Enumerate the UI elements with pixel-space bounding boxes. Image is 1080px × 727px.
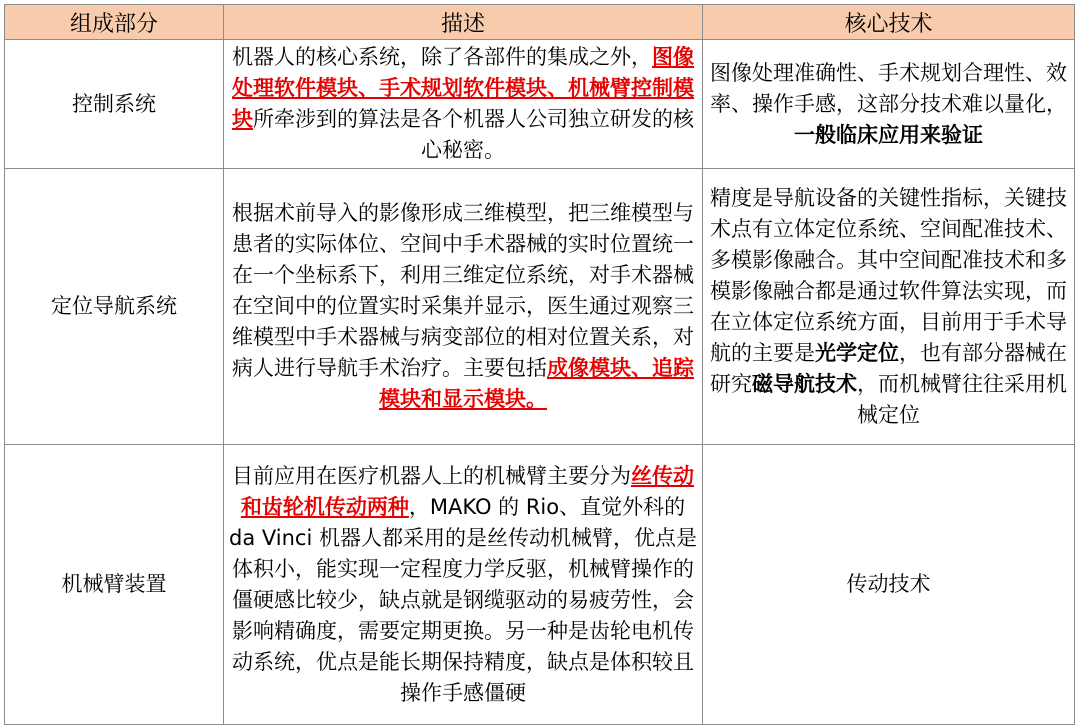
core-tech-bold: 一般临床应用来验证 — [794, 122, 983, 147]
table-row — [5, 169, 1075, 445]
core-tech-text: ，也有部分器械在研究 — [710, 340, 1067, 396]
description-cell — [224, 40, 703, 169]
component-cell: 定位导航系统 — [5, 169, 224, 445]
header-description: 描述 — [224, 5, 703, 40]
description-highlight: 丝传动和齿轮机传动两种 — [240, 463, 694, 519]
description-text: ，MAKO 的 Rio、直觉外科的 da Vinci 机器人都采用的是丝传动机械臂，优点是体积小，能实现一定程度力学反驱，机械臂操作的僵硬感比较少，缺点就是钢缆驱动的易疲劳性，会影响精确度，需要定期更换。另一种是齿轮电机传动系统，优点是能长期保持精度，缺点是体积较且操作手感僵硬 — [229, 494, 697, 705]
header-core-tech: 核心技术 — [703, 5, 1075, 40]
description-text: 所牵涉到的算法是各个机器人公司独立研发的核心秘密。 — [253, 107, 694, 162]
core-tech-text: ，而机械臂往往采用机械定位 — [857, 371, 1067, 427]
description-highlight: 图像处理软件模块、手术规划软件模块、机械臂控制模块 — [232, 45, 694, 131]
core-tech-bold: 磁导航技术 — [752, 371, 857, 396]
description-cell — [224, 445, 703, 725]
core-tech-bold: 光学定位 — [815, 340, 899, 365]
core-tech-cell — [703, 445, 1075, 725]
header-row — [5, 5, 1075, 40]
core-tech-text: 图像处理准确性、手术规划合理性、效率、操作手感，这部分技术难以量化， — [710, 60, 1067, 116]
description-text: 根据术前导入的影像形成三维模型，把三维模型与患者的实际体位、空间中手术器械的实时位置统一在一个坐标系下，利用三维定位系统，对手术器械在空间中的位置实时采集并显示，医生通过观察三维模型中手术器械与病变部位的相对位置关系，对病人进行导航手术治疗。主要包括 — [232, 201, 694, 380]
header-component: 组成部分 — [5, 5, 224, 40]
description-highlight: 成像模块、追踪模块和显示模块。 — [379, 356, 694, 411]
table — [4, 4, 1075, 725]
description-cell — [224, 169, 703, 445]
core-tech-cell — [703, 169, 1075, 445]
core-tech-text: 传动技术 — [846, 572, 931, 596]
component-table — [4, 4, 1074, 725]
table-row — [5, 40, 1075, 169]
core-tech-cell — [703, 40, 1075, 169]
description-text: 目前应用在医疗机器人上的机械臂主要分为 — [232, 463, 631, 488]
core-tech-text: 精度是导航设备的关键性指标，关键技术点有立体定位系统、空间配准技术、多模影像融合。其中空间配准技术和多模影像融合都是通过软件算法实现，而在立体定位系统方面，目前用于手术导航的主要是 — [710, 185, 1067, 365]
component-cell: 机械臂装置 — [5, 445, 224, 725]
component-cell: 控制系统 — [5, 40, 224, 169]
table-row — [5, 445, 1075, 725]
description-text: 机器人的核心系统，除了各部件的集成之外， — [232, 45, 652, 69]
